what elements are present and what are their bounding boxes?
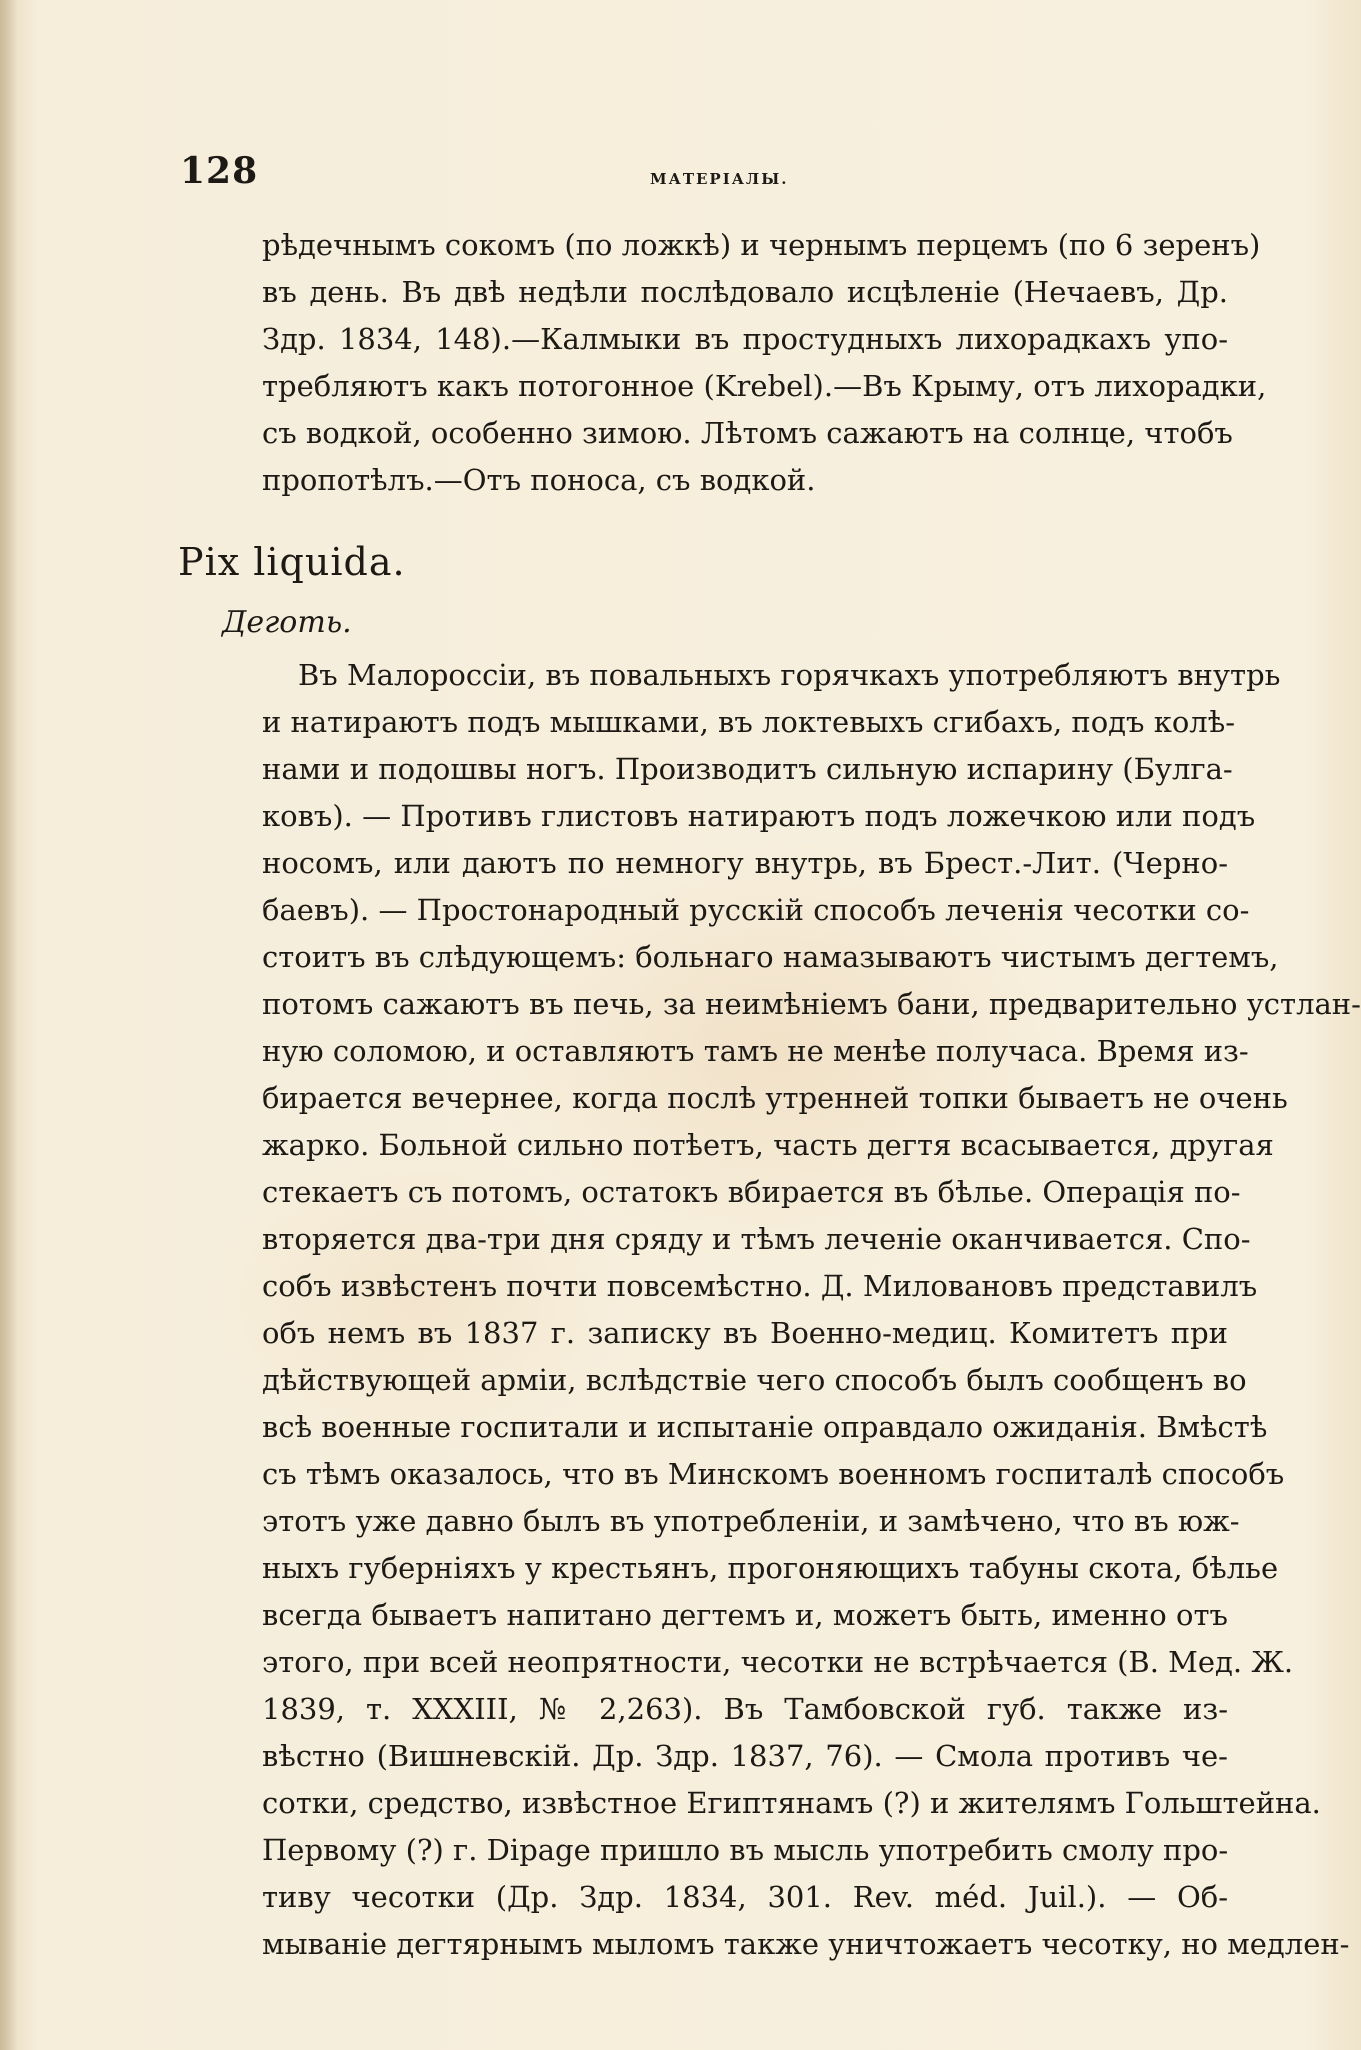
text-line: этотъ уже давно былъ въ употребленіи, и замѣчено, что въ юж-	[262, 1504, 1240, 1538]
text-line: съ водкой, особенно зимою. Лѣтомъ сажаютъ на солнце, чтобъ	[262, 416, 1233, 450]
text-line: стоитъ въ слѣдующемъ: больнаго намазываютъ чистымъ дегтемъ,	[262, 940, 1279, 974]
section-heading: Pix liquida.	[178, 540, 406, 584]
text-line: съ тѣмъ оказалось, что въ Минскомъ военномъ госпиталѣ способъ	[262, 1457, 1285, 1491]
text-line: требляютъ какъ потогонное (Krebel).—Въ Крыму, отъ лихорадки,	[262, 369, 1267, 403]
text-line: мываніе дегтярнымъ мыломъ также уничтожаетъ чесотку, но медлен-	[262, 1927, 1350, 1961]
text-line: Въ Малороссіи, въ повальныхъ горячкахъ употребляютъ внутрь	[298, 658, 1281, 692]
text-line: всегда бываетъ напитано дегтемъ и, можетъ быть, именно отъ	[262, 1598, 1228, 1632]
text-line: бирается вечернее, когда послѣ утренней топки бываетъ не очень	[262, 1081, 1288, 1115]
text-line: тиву чесотки (Др. Здр. 1834, 301. Rev. méd. Juil.). — Об-	[262, 1880, 1228, 1914]
text-line: въ день. Въ двѣ недѣли послѣдовало исцѣленіе (Нечаевъ, Др.	[262, 275, 1228, 309]
text-line: пропотѣлъ.—Отъ поноса, съ водкой.	[262, 463, 816, 497]
text-line: и натираютъ подъ мышками, въ локтевыхъ сгибахъ, подъ колѣ-	[262, 705, 1236, 739]
text-line: вѣстно (Вишневскій. Др. Здр. 1837, 76). — Смола противъ че-	[262, 1739, 1228, 1773]
text-line: баевъ). — Простонародный русскій способъ леченія чесотки со-	[262, 893, 1250, 927]
text-line: собъ извѣстенъ почти повсемѣстно. Д. Миловановъ представилъ	[262, 1269, 1258, 1303]
text-line: Первому (?) г. Dipage пришло въ мысль употребить смолу про-	[262, 1833, 1229, 1867]
paragraph-continuation	[262, 222, 1267, 504]
text-line: стекаетъ съ потомъ, остатокъ вбирается въ бѣлье. Операція по-	[262, 1175, 1241, 1209]
page-gutter-shadow	[0, 0, 18, 2050]
paragraph-main	[262, 652, 1361, 1968]
running-head: МАТЕРІАЛЫ.	[650, 170, 789, 188]
text-line: ную соломою, и оставляютъ тамъ не менѣе получаса. Время из-	[262, 1034, 1249, 1068]
text-line: 1839, т. XXXIII, № 2,263). Въ Тамбовской губ. также из-	[262, 1692, 1228, 1726]
text-line: рѣдечнымъ сокомъ (по ложкѣ) и чернымъ перцемъ (по 6 зеренъ)	[262, 228, 1261, 262]
text-line: потомъ сажаютъ въ печь, за неимѣніемъ бани, предварительно устлан-	[262, 987, 1361, 1021]
section-subheading: Деготь.	[222, 605, 352, 640]
text-line: носомъ, или даютъ по немногу внутрь, въ Брест.-Лит. (Черно-	[262, 846, 1228, 880]
text-line: жарко. Больной сильно потѣетъ, часть дегтя всасывается, другая	[262, 1128, 1274, 1162]
text-line: всѣ военные госпитали и испытаніе оправдало ожиданія. Вмѣстѣ	[262, 1410, 1268, 1444]
text-line: этого, при всей неопрятности, чесотки не встрѣчается (В. Мед. Ж.	[262, 1645, 1294, 1679]
text-line: объ немъ въ 1837 г. записку въ Военно-медиц. Комитетъ при	[262, 1316, 1228, 1350]
text-line: вторяется два-три дня сряду и тѣмъ леченіе оканчивается. Спо-	[262, 1222, 1251, 1256]
text-line: сотки, средство, извѣстное Египтянамъ (?) и жителямъ Гольштейна.	[262, 1786, 1321, 1820]
text-line: ковъ). — Противъ глистовъ натираютъ подъ ложечкою или подъ	[262, 799, 1256, 833]
page-header	[180, 150, 1240, 200]
text-line: ныхъ губерніяхъ у крестьянъ, прогоняющихъ табуны скота, бѣлье	[262, 1551, 1279, 1585]
text-line: дѣйствующей арміи, вслѣдствіе чего способъ былъ сообщенъ во	[262, 1363, 1247, 1397]
text-line: Здр. 1834, 148).—Калмыки въ простудныхъ лихорадкахъ упо-	[262, 322, 1228, 356]
text-line: нами и подошвы ногъ. Производитъ сильную испарину (Булга-	[262, 752, 1233, 786]
page-number: 128	[180, 150, 259, 192]
